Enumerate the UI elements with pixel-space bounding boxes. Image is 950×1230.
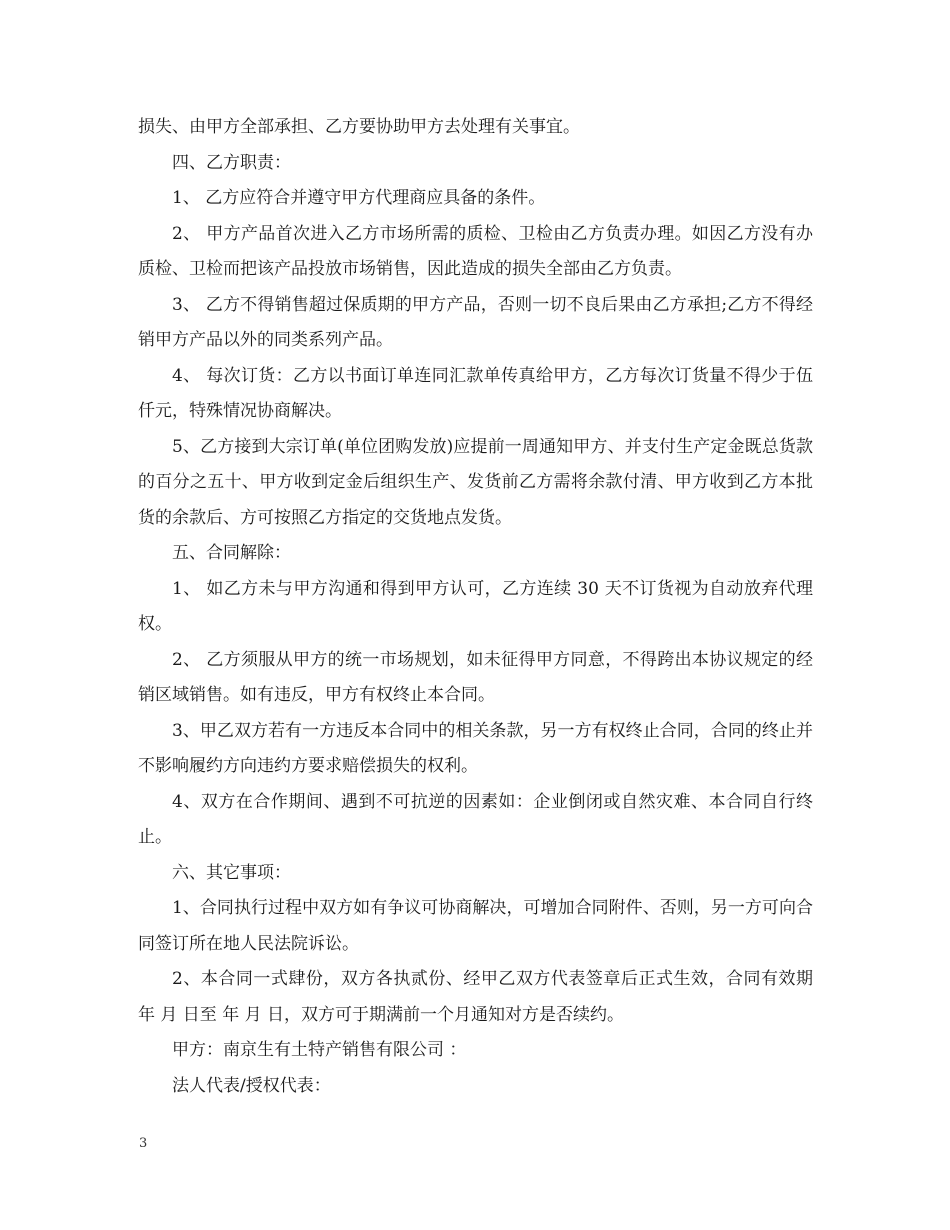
paragraph: 损失、由甲方全部承担、乙方要协助甲方去处理有关事宜。	[138, 117, 580, 137]
paragraph: 4、双方在合作期间、遇到不可抗逆的因素如：企业倒闭或自然灾难、本合同自行终止。	[138, 791, 813, 847]
section-heading: 六、其它事项：	[172, 862, 291, 883]
paragraph: 2、本合同一式肆份，双方各执贰份、经甲乙双方代表签章后正式生效，合同有效期 年 月 日至 年 月 日，双方可于期满前一个月通知对方是否续约。	[138, 969, 813, 1025]
paragraph: 3、 乙方不得销售超过保质期的甲方产品，否则一切不良后果由乙方承担;乙方不得经销甲方产品以外的同类系列产品。	[138, 294, 813, 350]
signature-representative: 法人代表/授权代表：	[172, 1075, 331, 1096]
paragraph: 2、 甲方产品首次进入乙方市场所需的质检、卫检由乙方负责办理。如因乙方没有办质检、卫检而把该产品投放市场销售，因此造成的损失全部由乙方负责。	[138, 223, 813, 279]
page-number: 3	[139, 1136, 148, 1151]
paragraph: 1、合同执行过程中双方如有争议可协商解决，可增加合同附件、否则，另一方可向合同签订所在地人民法院诉讼。	[138, 898, 813, 954]
section-heading: 四、乙方职责：	[172, 152, 291, 173]
paragraph: 1、 乙方应符合并遵守甲方代理商应具备的条件。	[172, 188, 546, 208]
paragraph: 5、乙方接到大宗订单(单位团购发放)应提前一周通知甲方、并支付生产定金既总货款的百分之五十、甲方收到定金后组织生产、发货前乙方需将余款付清、甲方收到乙方本批货的余款后、方可按照乙方指定的交货地点发货。	[138, 436, 813, 528]
document-body	[138, 110, 813, 1104]
section-heading: 五、合同解除：	[172, 543, 291, 563]
paragraph: 2、 乙方须服从甲方的统一市场规划，如未征得甲方同意，不得跨出本协议规定的经销区域销售。如有违反，甲方有权终止本合同。	[138, 649, 813, 705]
paragraph: 4、 每次订货：乙方以书面订单连同汇款单传真给甲方，乙方每次订货量不得少于伍仟元，特殊情况协商解决。	[138, 365, 813, 421]
signature-party-a: 甲方：南京生有土特产销售有限公司 ：	[172, 1040, 467, 1060]
paragraph: 3、甲乙双方若有一方违反本合同中的相关条款，另一方有权终止合同，合同的终止并不影响履约方向违约方要求赔偿损失的权利。	[138, 720, 813, 776]
paragraph: 1、 如乙方未与甲方沟通和得到甲方认可，乙方连续 30 天不订货视为自动放弃代理权。	[138, 578, 813, 634]
